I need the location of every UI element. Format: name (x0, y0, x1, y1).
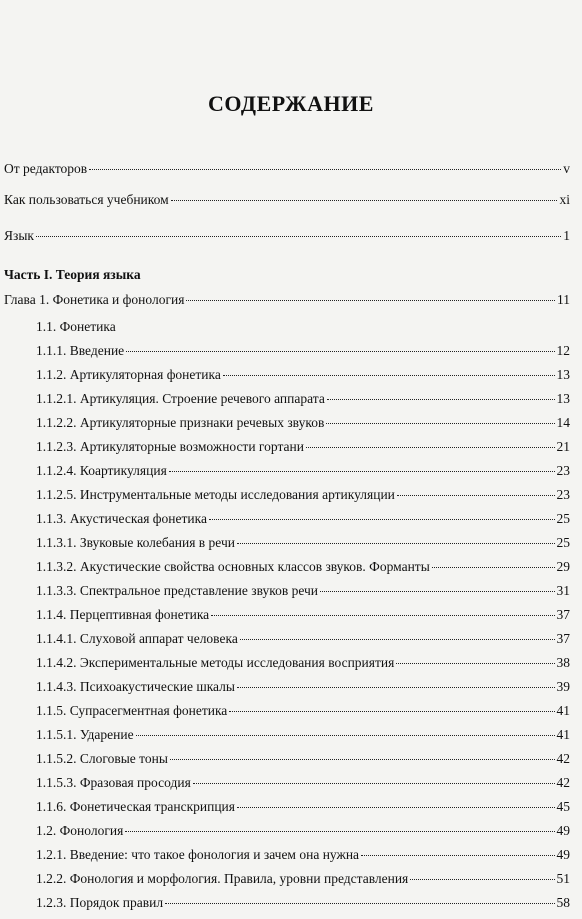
toc-entry[interactable] (36, 798, 570, 816)
toc-entry-label: 1.1.4.2. Экспериментальные методы исследования восприятия (36, 655, 395, 670)
dot-leader (229, 711, 554, 712)
toc-entry-page: 31 (556, 583, 570, 598)
toc-entry[interactable] (36, 582, 570, 600)
toc-entry-label: От редакторов (4, 161, 88, 176)
toc-entry-page: v (563, 161, 570, 176)
toc-entry-label: 1.1.4.3. Психоакустические шкалы (36, 679, 235, 694)
toc-entry[interactable] (36, 774, 570, 792)
dot-leader (89, 169, 561, 170)
toc-entry-label: 1.1.3.2. Акустические свойства основных классов звуков. Форманты (36, 559, 430, 574)
toc-entry[interactable] (36, 750, 570, 768)
toc-entry[interactable] (36, 414, 570, 432)
dot-leader (326, 423, 554, 424)
toc-entry-page: 14 (556, 415, 570, 430)
dot-leader (209, 519, 555, 520)
toc-entry[interactable] (36, 462, 570, 480)
toc-entry-label: 1.2.2. Фонология и морфология. Правила, уровни представления (36, 871, 409, 886)
toc-entry[interactable] (4, 291, 570, 309)
toc-entry-page: 42 (556, 751, 570, 766)
dot-leader (170, 759, 555, 760)
toc-entry[interactable] (36, 726, 570, 744)
toc-entry[interactable] (36, 510, 570, 528)
toc-entry-label: 1.1.2.2. Артикуляторные признаки речевых звуков (36, 415, 325, 430)
toc-entry-page: 13 (556, 367, 570, 382)
toc-entry[interactable] (36, 678, 570, 696)
toc-entry[interactable] (36, 654, 570, 672)
toc-part-heading[interactable] (4, 266, 570, 284)
toc-entry-page: 45 (556, 799, 570, 814)
toc-entry-label: 1.1.5. Супрасегментная фонетика (36, 703, 228, 718)
toc-entry-label: 1.1.2. Артикуляторная фонетика (36, 367, 221, 382)
toc-entry-page: 37 (556, 631, 570, 646)
toc-entry[interactable] (36, 702, 570, 720)
toc-entry[interactable] (36, 870, 570, 888)
toc-entry[interactable] (36, 486, 570, 504)
toc-entry-label: 1.1.2.5. Инструментальные методы исследования артикуляции (36, 487, 395, 502)
toc-entry-label: 1.1.5.2. Слоговые тоны (36, 751, 168, 766)
toc-entry[interactable] (4, 227, 570, 245)
toc-entry-page: 39 (556, 679, 570, 694)
dot-leader (211, 615, 554, 616)
dot-leader (397, 495, 555, 496)
toc-entry[interactable] (36, 534, 570, 552)
dot-leader (171, 200, 558, 201)
toc-entry-page: 12 (556, 343, 570, 358)
toc-entry[interactable] (4, 160, 570, 178)
toc-entry-label: Как пользоваться учебником (4, 192, 169, 207)
toc-entry-label: 1.1.2.1. Артикуляция. Строение речевого аппарата (36, 391, 325, 406)
toc-entry[interactable] (36, 822, 570, 840)
dot-leader (169, 471, 555, 472)
toc-entry[interactable] (36, 894, 570, 912)
dot-leader (432, 567, 555, 568)
toc-entry-page: 51 (556, 871, 570, 886)
toc-entry-label: Часть I. Теория языка (4, 267, 141, 282)
toc-entry-page: 1 (563, 228, 570, 243)
toc-entry-label: 1.1.4.1. Слуховой аппарат человека (36, 631, 238, 646)
toc-entry[interactable] (36, 318, 570, 336)
toc-entry[interactable] (36, 630, 570, 648)
toc-entry[interactable] (36, 606, 570, 624)
toc-entry-label: Глава 1. Фонетика и фонология (4, 292, 185, 307)
toc-entry-page: 25 (556, 511, 570, 526)
toc-entry-label: 1.1.2.4. Коартикуляция (36, 463, 167, 478)
dot-leader (237, 543, 555, 544)
toc-entry-label: 1.1.5.1. Ударение (36, 727, 134, 742)
dot-leader (361, 855, 554, 856)
dot-leader (126, 351, 554, 352)
dot-leader (136, 735, 555, 736)
dot-leader (237, 687, 555, 688)
toc-entry-page: 29 (556, 559, 570, 574)
dot-leader (396, 663, 554, 664)
toc-entry-page: 11 (557, 292, 570, 307)
toc-entry-page: 38 (556, 655, 570, 670)
toc-entry[interactable] (36, 342, 570, 360)
toc-entry-page: 41 (556, 703, 570, 718)
toc-entry[interactable] (36, 846, 570, 864)
toc-entry-label: 1.1.3.1. Звуковые колебания в речи (36, 535, 235, 550)
dot-leader (240, 639, 555, 640)
toc-entry-label: 1.1. Фонетика (36, 319, 116, 334)
toc-entry-page: 49 (556, 823, 570, 838)
toc-entry-page: xi (559, 192, 570, 207)
toc-entry-page: 25 (556, 535, 570, 550)
toc-entry-label: 1.1.1. Введение (36, 343, 125, 358)
toc-entry[interactable] (36, 390, 570, 408)
toc-entry-label: Язык (4, 228, 34, 243)
toc-entry-page: 23 (556, 487, 570, 502)
toc-entry-label: 1.1.3. Акустическая фонетика (36, 511, 207, 526)
toc-entry-label: 1.2.3. Порядок правил (36, 895, 164, 910)
toc-entry-page: 23 (556, 463, 570, 478)
toc-entry-page: 58 (556, 895, 570, 910)
toc-entry-label: 1.2.1. Введение: что такое фонология и зачем она нужна (36, 847, 360, 862)
toc-entry-label: 1.2. Фонология (36, 823, 124, 838)
dot-leader (327, 399, 555, 400)
toc-entry-label: 1.1.3.3. Спектральное представление звуков речи (36, 583, 319, 598)
toc-entry[interactable] (36, 438, 570, 456)
dot-leader (410, 879, 554, 880)
toc-entry[interactable] (4, 191, 570, 209)
toc-entry-page: 41 (556, 727, 570, 742)
toc-entry-label: 1.1.6. Фонетическая транскрипция (36, 799, 235, 814)
toc-entry-page: 37 (556, 607, 570, 622)
dot-leader (165, 903, 554, 904)
toc-entry-page: 42 (556, 775, 570, 790)
dot-leader (193, 783, 555, 784)
dot-leader (320, 591, 554, 592)
toc-entry[interactable] (36, 558, 570, 576)
dot-leader (186, 300, 555, 301)
dot-leader (36, 236, 561, 237)
toc-entry-page: 21 (556, 439, 570, 454)
dot-leader (223, 375, 555, 376)
toc-entry-label: 1.1.2.3. Артикуляторные возможности гортани (36, 439, 304, 454)
toc-entry-page: 13 (556, 391, 570, 406)
toc-entry[interactable] (36, 366, 570, 384)
dot-leader (125, 831, 554, 832)
toc-entry-label: 1.1.4. Перцептивная фонетика (36, 607, 210, 622)
page-title: СОДЕРЖАНИЕ (208, 91, 374, 116)
toc-entry-label: 1.1.5.3. Фразовая просодия (36, 775, 191, 790)
dot-leader (237, 807, 555, 808)
dot-leader (306, 447, 555, 448)
toc-entry-page: 49 (556, 847, 570, 862)
